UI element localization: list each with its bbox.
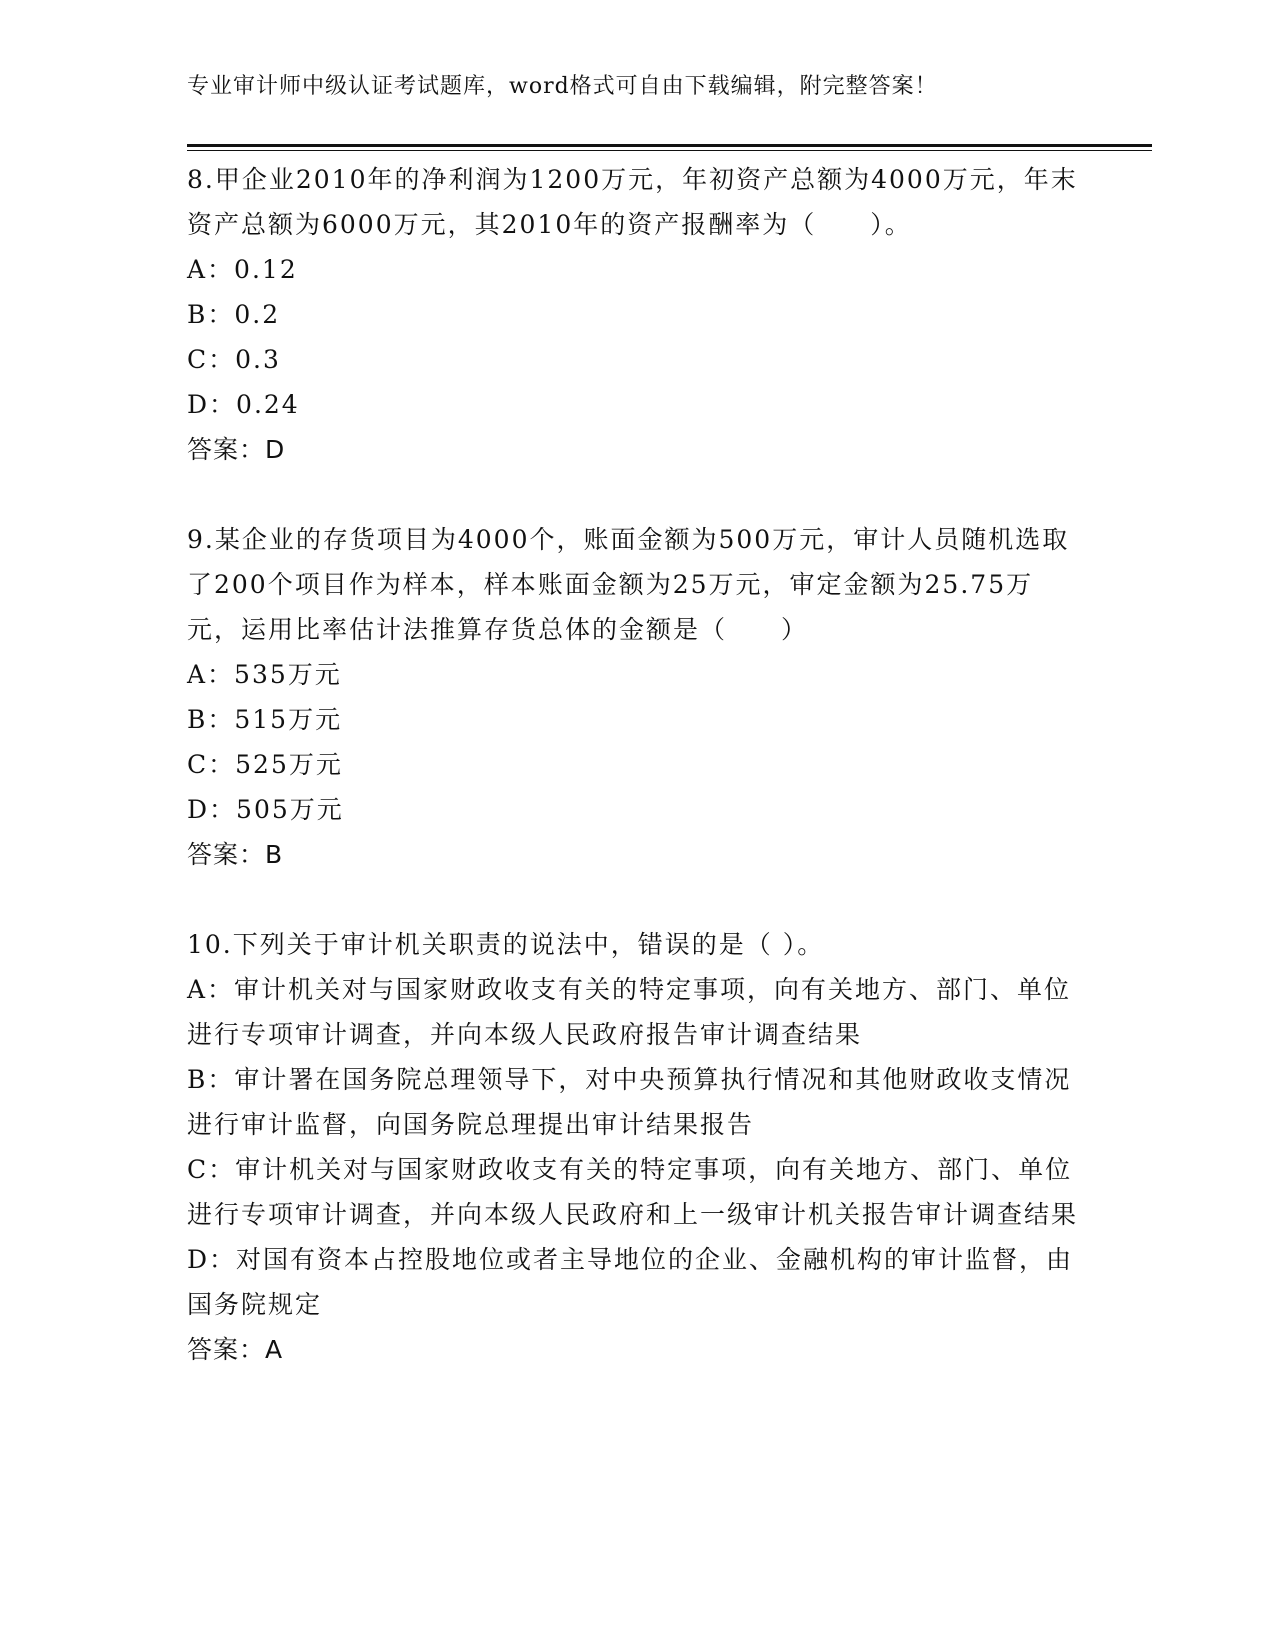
- option-a: A：审计机关对与国家财政收支有关的特定事项，向有关地方、部门、单位进行专项审计调查，并向本级人民政府报告审计调查结果: [187, 975, 1072, 1049]
- question-9: [187, 517, 1087, 877]
- page-header: 专业审计师中级认证考试题库，word格式可自由下载编辑，附完整答案！: [187, 74, 938, 99]
- option-c: C：审计机关对与国家财政收支有关的特定事项，向有关地方、部门、单位进行专项审计调查，并向本级人民政府和上一级审计机关报告审计调查结果: [187, 1155, 1079, 1229]
- question-text: 8.甲企业2010年的净利润为1200万元，年初资产总额为4000万元，年末资产总额为6000万元，其2010年的资产报酬率为（ ）。: [187, 165, 1078, 239]
- header-rule-thin: [187, 150, 1152, 151]
- question-10: [187, 922, 1087, 1372]
- option-a: A：0.12: [187, 255, 298, 284]
- header-rule-thick: [187, 144, 1152, 147]
- question-list: [187, 157, 1087, 1417]
- option-b: B：0.2: [187, 300, 281, 329]
- option-a: A：535万元: [187, 660, 342, 689]
- option-d: D：对国有资本占控股地位或者主导地位的企业、金融机构的审计监督，由国务院规定: [187, 1245, 1074, 1319]
- question-text: 9.某企业的存货项目为4000个，账面金额为500万元，审计人员随机选取了200个项目作为样本，样本账面金额为25万元，审定金额为25.75万元，运用比率估计法推算存货总体的金额是（ ）: [187, 525, 1070, 644]
- option-b: B：审计署在国务院总理领导下，对中央预算执行情况和其他财政收支情况进行审计监督，向国务院总理提出审计结果报告: [187, 1065, 1072, 1139]
- answer: 答案：A: [187, 1335, 284, 1364]
- question-text: 10.下列关于审计机关职责的说法中，错误的是（ ）。: [187, 930, 825, 959]
- question-8: [187, 157, 1087, 472]
- option-d: D：0.24: [187, 390, 300, 419]
- option-c: C：525万元: [187, 750, 343, 779]
- option-b: B：515万元: [187, 705, 343, 734]
- answer: 答案：B: [187, 840, 284, 869]
- answer: 答案：D: [187, 435, 286, 464]
- option-d: D：505万元: [187, 795, 344, 824]
- option-c: C：0.3: [187, 345, 281, 374]
